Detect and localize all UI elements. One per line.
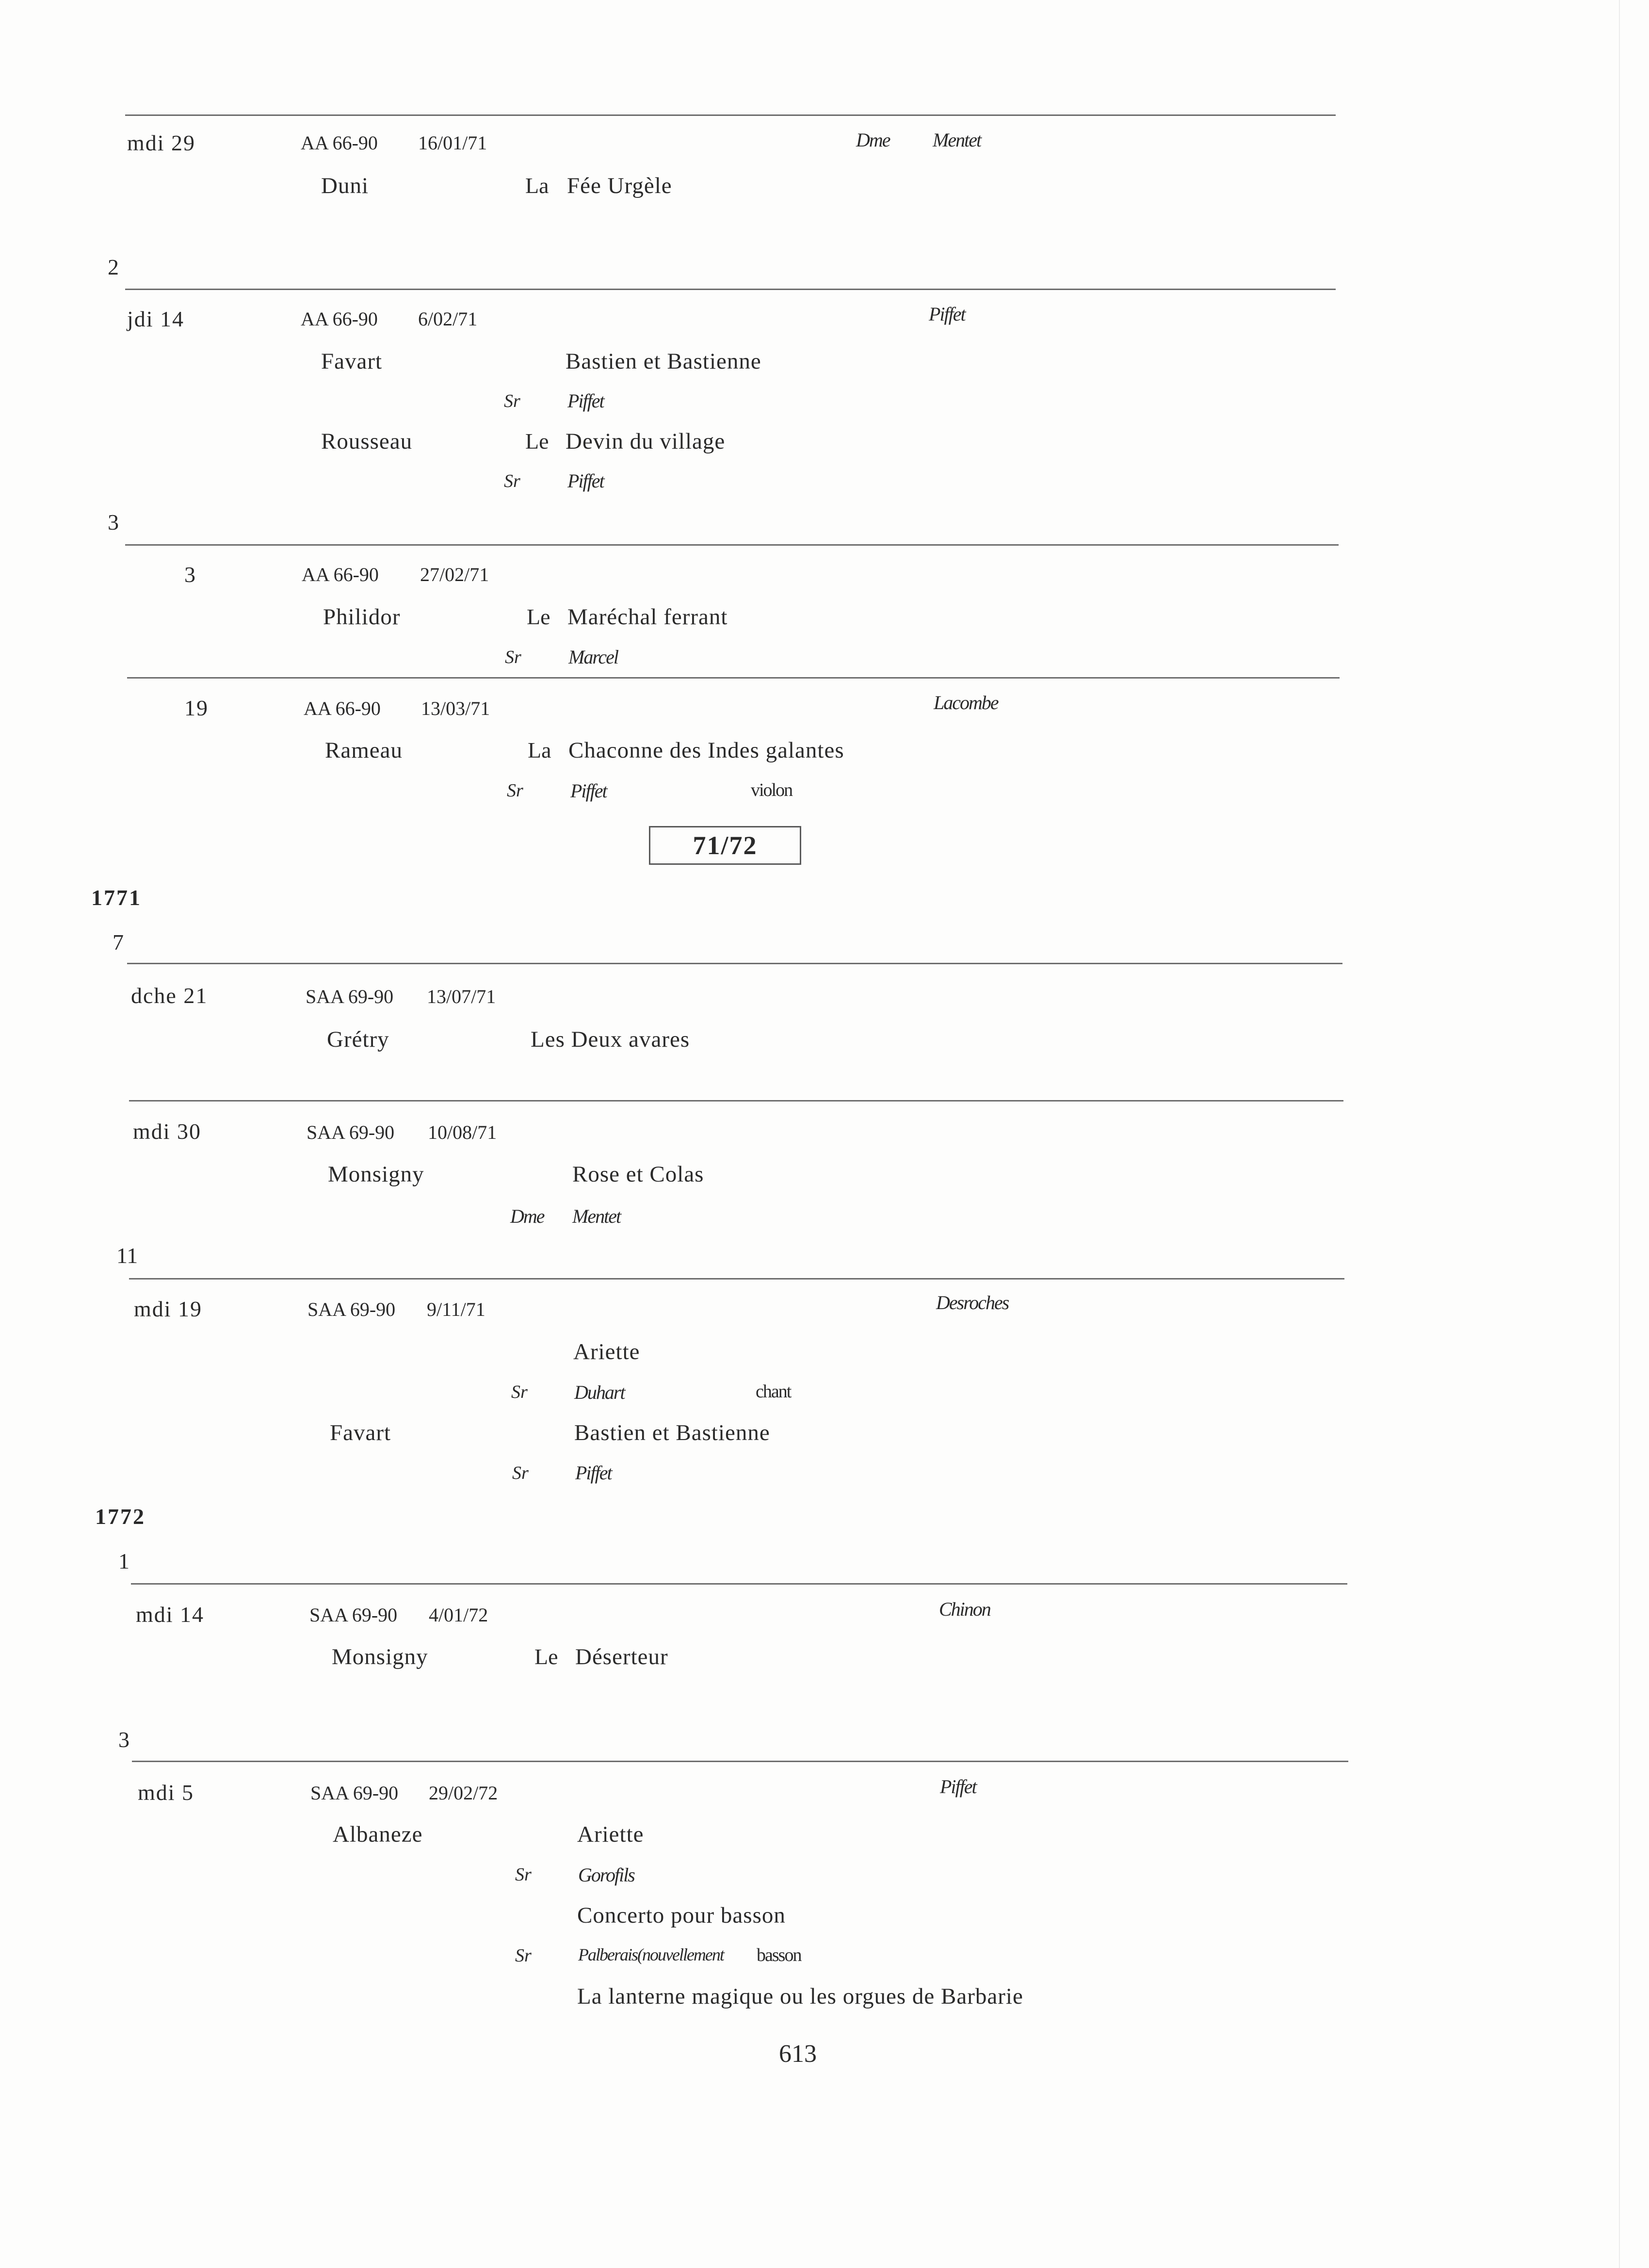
composer: Favart <box>321 349 383 374</box>
entry-ref: SAA 69-90 <box>310 1782 399 1804</box>
composer: Rameau <box>325 738 403 763</box>
performer-prefix: Sr <box>511 1382 528 1402</box>
composer: Rousseau <box>321 429 413 454</box>
month-marker: 3 <box>108 510 119 535</box>
entry-divider <box>125 289 1336 290</box>
composer: Grétry <box>327 1027 389 1052</box>
entry-divider <box>129 1100 1343 1102</box>
entry-day: 19 <box>184 696 209 720</box>
entry-ref: AA 66-90 <box>302 564 379 585</box>
work-title: Fée Urgèle <box>567 173 672 198</box>
entry-divider <box>127 677 1340 679</box>
composer: Albaneze <box>333 1822 423 1847</box>
work-title: Concerto pour basson <box>577 1903 786 1928</box>
entry-date: 16/01/71 <box>418 132 487 154</box>
entry-divider <box>127 963 1342 964</box>
header-performer-title: Dme <box>856 129 890 151</box>
entry-day: mdi 19 <box>134 1296 203 1321</box>
performer-prefix: Sr <box>507 780 523 801</box>
entry-ref: AA 66-90 <box>301 308 378 330</box>
title-article: Le <box>534 1644 558 1669</box>
composer: Philidor <box>323 604 401 630</box>
header-performer: Lacombe <box>934 692 998 713</box>
entry-divider <box>125 544 1339 546</box>
composer: Monsigny <box>328 1162 424 1187</box>
entry-divider <box>129 1278 1344 1280</box>
page-number: 613 <box>779 2040 817 2068</box>
entry-day: 3 <box>184 562 196 587</box>
work-title: Ariette <box>573 1339 640 1364</box>
entry-day: dche 21 <box>131 983 208 1008</box>
title-article: Le <box>525 429 549 454</box>
year-heading: 1772 <box>95 1504 146 1529</box>
instrument: chant <box>756 1381 791 1402</box>
entry-date: 4/01/72 <box>429 1604 488 1626</box>
work-title: Ariette <box>577 1822 644 1847</box>
performer-prefix: Sr <box>504 391 520 411</box>
entry-ref: AA 66-90 <box>301 132 378 154</box>
performer-prefix: Sr <box>512 1463 529 1483</box>
performer: Mentet <box>572 1205 621 1227</box>
performer: Gorofils <box>578 1864 634 1886</box>
entry-date: 27/02/71 <box>420 564 489 585</box>
header-performer: Mentet <box>933 129 981 151</box>
month-marker: 11 <box>116 1243 138 1268</box>
entry-day: mdi 29 <box>127 130 196 155</box>
entry-day: mdi 30 <box>133 1119 202 1144</box>
instrument: violon <box>751 780 792 800</box>
composer: Duni <box>321 173 369 198</box>
work-title: Maréchal ferrant <box>567 604 728 630</box>
entry-ref: SAA 69-90 <box>309 1604 398 1626</box>
performer: Piffet <box>567 390 604 412</box>
entry-day: mdi 14 <box>136 1602 205 1627</box>
entry-divider <box>132 1761 1348 1762</box>
performer-prefix: Sr <box>505 647 521 667</box>
title-article: Le <box>527 604 550 629</box>
entry-divider <box>131 1583 1347 1585</box>
header-performer: Piffet <box>940 1776 976 1798</box>
performer: Piffet <box>575 1462 612 1484</box>
entry-date: 10/08/71 <box>428 1121 497 1143</box>
performer: Duhart <box>574 1381 625 1403</box>
work-title: Bastien et Bastienne <box>566 349 761 374</box>
performer: Piffet <box>570 780 607 802</box>
work-title: La lanterne magique ou les orgues de Barbarie <box>577 1984 1023 2009</box>
header-performer: Desroches <box>936 1292 1009 1313</box>
month-marker: 1 <box>118 1549 129 1573</box>
year-heading: 1771 <box>91 885 142 910</box>
month-marker: 3 <box>118 1727 129 1752</box>
entry-date: 13/07/71 <box>427 986 496 1007</box>
entry-divider <box>125 114 1336 116</box>
performer: Piffet <box>567 470 604 492</box>
header-performer: Piffet <box>929 303 965 325</box>
performer-prefix: Sr <box>515 1945 532 1966</box>
page-edge-ticks <box>1619 0 1649 2268</box>
season-label: 71/72 <box>649 826 801 865</box>
month-marker: 2 <box>108 255 119 279</box>
entry-date: 13/03/71 <box>421 697 490 719</box>
header-performer: Chinon <box>939 1598 990 1620</box>
title-article: La <box>528 738 551 762</box>
performer-prefix: Sr <box>515 1864 532 1885</box>
composer: Favart <box>330 1420 391 1445</box>
entry-date: 9/11/71 <box>427 1298 485 1320</box>
performer: Palberais(nouvellement <box>578 1945 724 1964</box>
work-title: Devin du village <box>566 429 726 454</box>
entry-date: 29/02/72 <box>429 1782 498 1804</box>
performer: Marcel <box>568 646 618 668</box>
performer-prefix: Sr <box>504 471 520 491</box>
work-title: Les Deux avares <box>531 1027 690 1052</box>
entry-ref: SAA 69-90 <box>307 1298 396 1320</box>
performer-prefix: Dme <box>510 1205 544 1227</box>
composer: Monsigny <box>332 1644 428 1669</box>
instrument: basson <box>757 1945 801 1965</box>
entry-ref: SAA 69-90 <box>306 986 394 1007</box>
entry-ref: AA 66-90 <box>304 697 381 719</box>
work-title: Rose et Colas <box>572 1162 704 1187</box>
title-article: La <box>525 173 549 198</box>
entry-date: 6/02/71 <box>418 308 478 330</box>
entry-day: jdi 14 <box>127 307 185 331</box>
month-marker: 7 <box>113 930 124 955</box>
work-title: Déserteur <box>575 1644 668 1669</box>
work-title: Chaconne des Indes galantes <box>568 738 844 763</box>
entry-ref: SAA 69-90 <box>307 1121 395 1143</box>
entry-day: mdi 5 <box>138 1780 194 1805</box>
work-title: Bastien et Bastienne <box>574 1420 770 1445</box>
